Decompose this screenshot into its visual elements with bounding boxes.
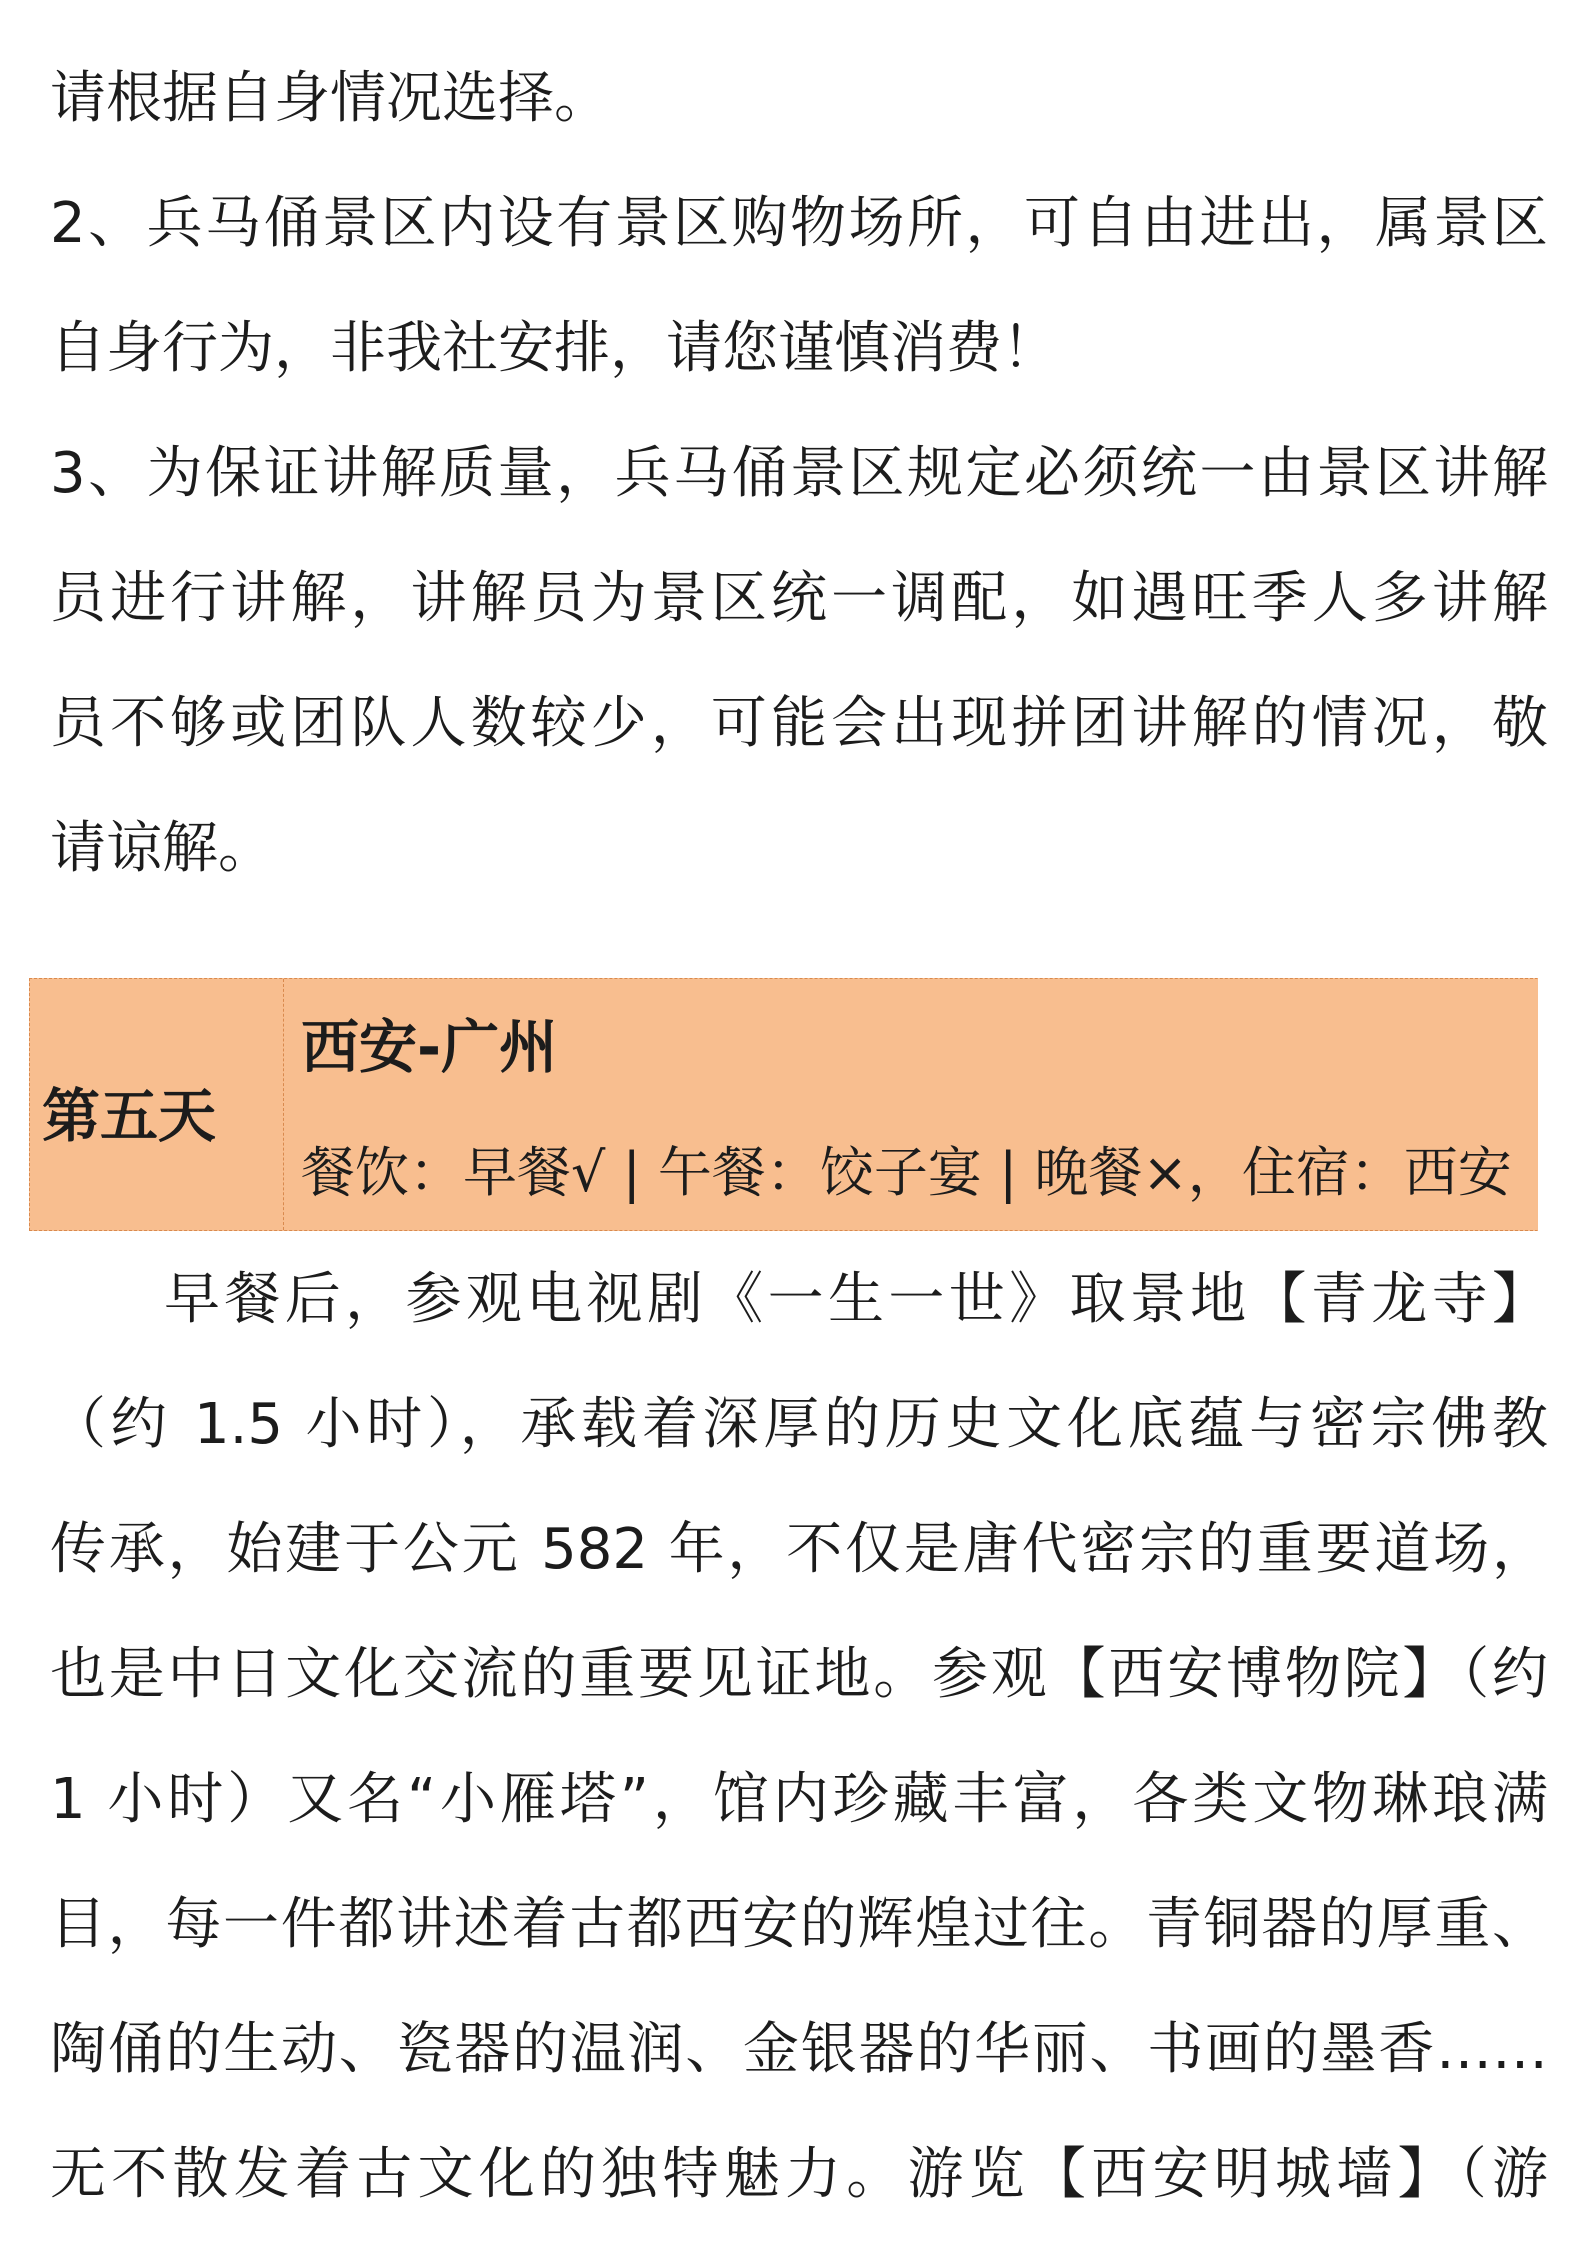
notes-line: 请根据自身情况选择。 (50, 66, 610, 131)
itinerary-line: 传承，始建于公元 582 年，不仅是唐代密宗的重要道场， (50, 1517, 1548, 1582)
itinerary-line: 早餐后，参观电视剧《一生一世》取景地【青龙寺】 (164, 1267, 1548, 1332)
notes-line: 自身行为，非我社安排，请您谨慎消费！ (50, 316, 1058, 381)
itinerary-section (50, 1237, 1548, 2237)
day-label: 第五天 (30, 979, 284, 1230)
itinerary-line: 无不散发着古文化的独特魅力。游览【西安明城墙】（游 (50, 2142, 1548, 2207)
day-route-title: 西安-广州 (301, 1013, 558, 1081)
notes-line: 3、为保证讲解质量，兵马俑景区规定必须统一由景区讲解 (50, 441, 1548, 506)
itinerary-line: （约 1.5 小时），承载着深厚的历史文化底蕴与密宗佛教 (50, 1392, 1548, 1457)
notes-line: 2、兵马俑景区内设有景区购物场所，可自由进出，属景区 (50, 191, 1548, 256)
notes-section (50, 36, 1548, 911)
notes-line: 员不够或团队人数较少，可能会出现拼团讲解的情况，敬 (50, 691, 1548, 756)
itinerary-line: 目，每一件都讲述着古都西安的辉煌过往。青铜器的厚重、 (50, 1892, 1548, 1957)
itinerary-line: 1 小时）又名“小雁塔”，馆内珍藏丰富，各类文物琳琅满 (50, 1767, 1548, 1832)
day-meals-lodging: 餐饮：早餐√ | 午餐：饺子宴 | 晚餐×，住宿：西安 (301, 1141, 1512, 1204)
notes-line: 员进行讲解，讲解员为景区统一调配，如遇旺季人多讲解 (50, 566, 1548, 631)
itinerary-line: 陶俑的生动、瓷器的温润、金银器的华丽、书画的墨香…… (50, 2017, 1548, 2082)
notes-line: 请谅解。 (50, 816, 274, 881)
itinerary-line: 也是中日文化交流的重要见证地。参观【西安博物院】（约 (50, 1642, 1548, 1707)
day-header-box (29, 978, 1538, 1231)
